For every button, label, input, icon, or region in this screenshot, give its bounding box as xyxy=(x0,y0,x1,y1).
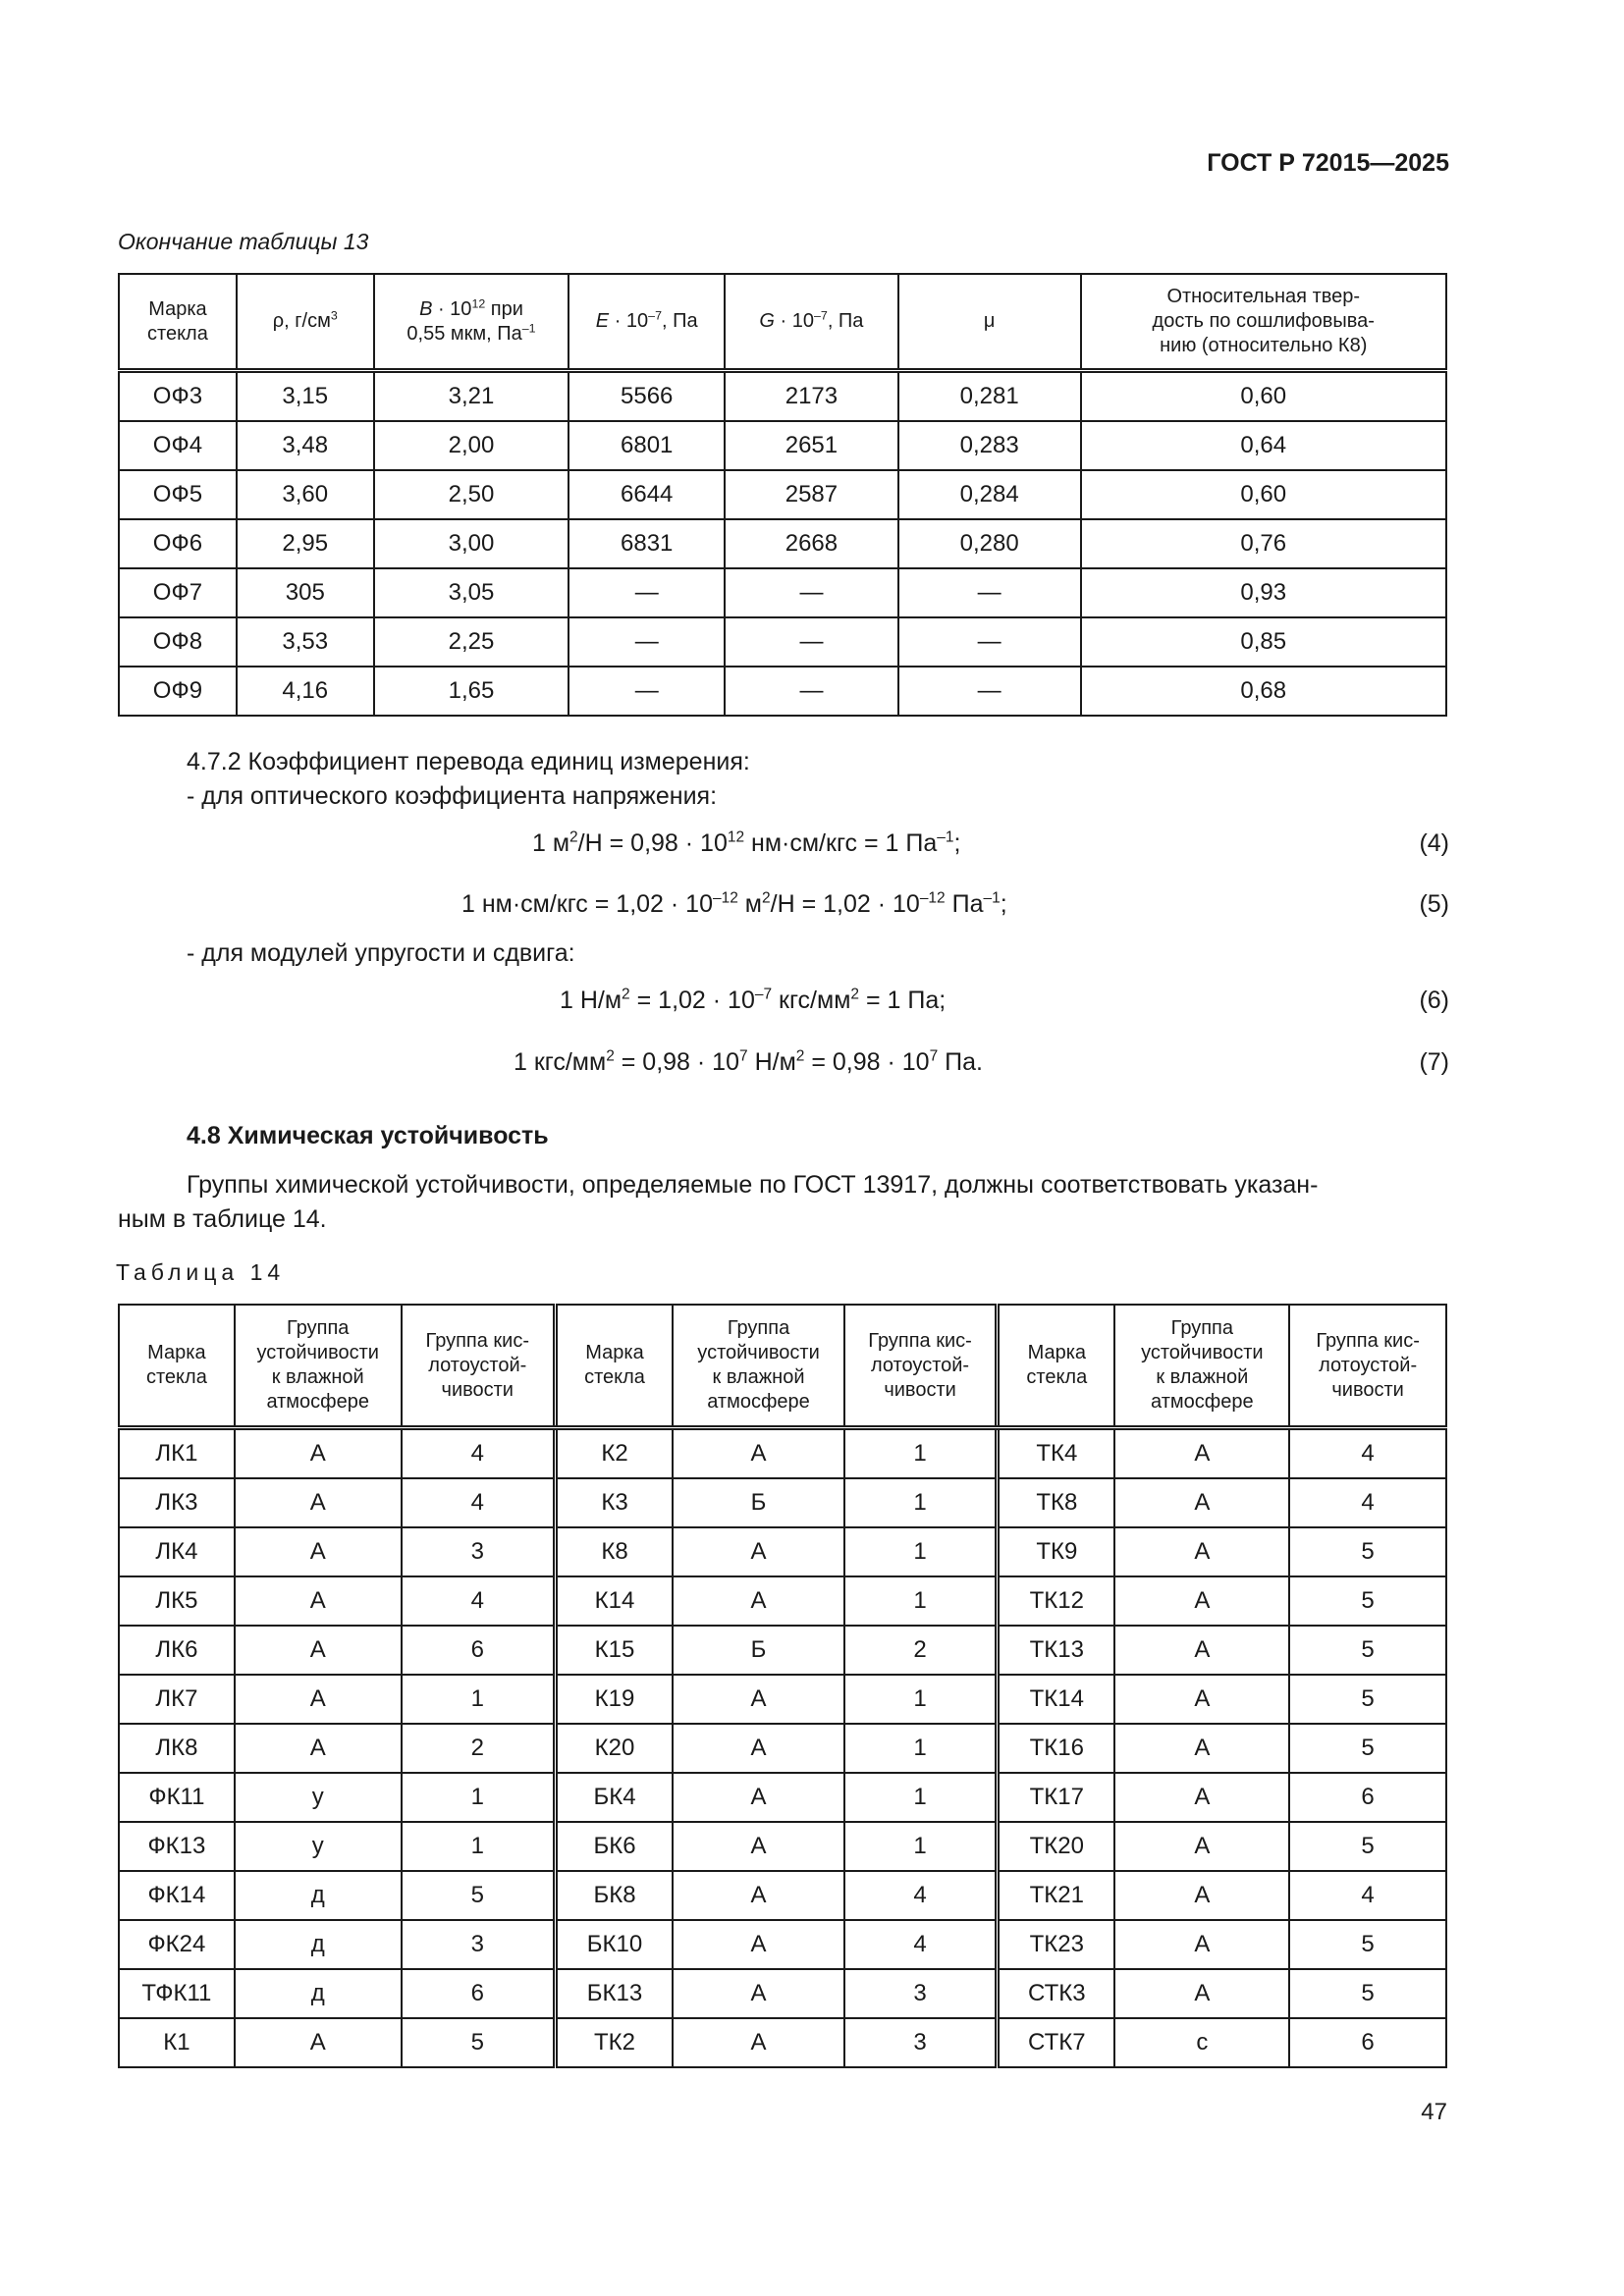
table-cell: К20 xyxy=(555,1724,673,1773)
table-cell: А xyxy=(1114,1724,1289,1773)
table-cell: 3,48 xyxy=(237,421,374,470)
table-cell: А xyxy=(235,1428,402,1479)
table14-row xyxy=(119,2018,1446,2067)
t14-header-mark-3: Марка стекла xyxy=(998,1305,1115,1428)
table-cell: ТК16 xyxy=(998,1724,1115,1773)
table-cell: 6831 xyxy=(568,519,725,568)
table-cell: ТК8 xyxy=(998,1478,1115,1527)
table-cell: 2 xyxy=(844,1626,998,1675)
table-cell: БК8 xyxy=(555,1871,673,1920)
equation-4: 1 $м^2/Н = 0,98 \cdot 10^{12}$ нм·см/кгс = 1 $Па^{-1}$; xyxy=(532,828,961,857)
table-cell: А xyxy=(1114,1920,1289,1969)
table-cell: А xyxy=(673,1871,844,1920)
table14-row xyxy=(119,1527,1446,1576)
table-cell: ЛК3 xyxy=(119,1478,235,1527)
table-cell: 3,53 xyxy=(237,617,374,667)
table-cell: А xyxy=(235,1527,402,1576)
table-cell: А xyxy=(1114,1773,1289,1822)
table-cell: А xyxy=(235,1675,402,1724)
table-cell: 3,00 xyxy=(374,519,569,568)
table-cell: А xyxy=(673,1428,844,1479)
table-cell: 0,93 xyxy=(1081,568,1447,617)
table-cell: д xyxy=(235,1969,402,2018)
table-cell: 4 xyxy=(402,1576,556,1626)
table13-row xyxy=(119,568,1446,617)
table-13 xyxy=(118,273,1447,717)
table-cell: К1 xyxy=(119,2018,235,2067)
table-cell: БК6 xyxy=(555,1822,673,1871)
table-cell: ТК2 xyxy=(555,2018,673,2067)
table-cell: А xyxy=(1114,1822,1289,1871)
table-cell: 2 xyxy=(402,1724,556,1773)
table-cell: 6 xyxy=(402,1626,556,1675)
table-cell: 1 xyxy=(402,1675,556,1724)
table-cell: БК10 xyxy=(555,1920,673,1969)
table-cell: А xyxy=(673,1969,844,2018)
table-cell: 3,15 xyxy=(237,371,374,422)
equation-7-number: (7) xyxy=(1419,1048,1449,1076)
table14-row xyxy=(119,1576,1446,1626)
table-cell: 0,60 xyxy=(1081,371,1447,422)
table-cell: А xyxy=(673,1724,844,1773)
table-cell: 2587 xyxy=(725,470,898,519)
table-cell: 0,284 xyxy=(898,470,1081,519)
table13-row xyxy=(119,667,1446,716)
table-cell: 0,283 xyxy=(898,421,1081,470)
table-cell: 0,60 xyxy=(1081,470,1447,519)
table-cell: ЛК7 xyxy=(119,1675,235,1724)
table-cell: — xyxy=(898,568,1081,617)
table14-row xyxy=(119,1478,1446,1527)
table-cell: 3,05 xyxy=(374,568,569,617)
equation-6-number: (6) xyxy=(1419,987,1449,1014)
t13-header-young-modulus: $E \cdot 10^{-7}$, Па xyxy=(568,274,725,371)
table-cell: 1 xyxy=(402,1822,556,1871)
table-cell: А xyxy=(235,2018,402,2067)
equation-7: 1 кгс/$мм^2 = 0,98 \cdot 10^7$ $Н/м^2 = 0,98 \cdot 10^7$ Па. xyxy=(514,1047,983,1076)
table-cell: ФК11 xyxy=(119,1773,235,1822)
table-cell: ОФ8 xyxy=(119,617,237,667)
t13-header-shear-modulus: $G \cdot 10^{-7}$, Па xyxy=(725,274,898,371)
table-cell: 4 xyxy=(844,1920,998,1969)
table-cell: ТК12 xyxy=(998,1576,1115,1626)
table-cell: 0,85 xyxy=(1081,617,1447,667)
table-cell: К3 xyxy=(555,1478,673,1527)
table-cell: 0,280 xyxy=(898,519,1081,568)
t14-header-humidity-1: Группа устойчивости к влажной атмосфере xyxy=(235,1305,402,1428)
table-cell: А xyxy=(1114,1428,1289,1479)
table-cell: 6 xyxy=(402,1969,556,2018)
table-cell: ТК9 xyxy=(998,1527,1115,1576)
table-cell: 4,16 xyxy=(237,667,374,716)
table13-row xyxy=(119,421,1446,470)
table-cell: — xyxy=(898,617,1081,667)
table14-row xyxy=(119,1428,1446,1479)
table13-row xyxy=(119,519,1446,568)
table-cell: 2,50 xyxy=(374,470,569,519)
table-cell: К15 xyxy=(555,1626,673,1675)
table-cell: ОФ6 xyxy=(119,519,237,568)
t14-header-humidity-3: Группа устойчивости к влажной атмосфере xyxy=(1114,1305,1289,1428)
table-cell: А xyxy=(1114,1478,1289,1527)
table-cell: ФК14 xyxy=(119,1871,235,1920)
table-cell: 1 xyxy=(844,1428,998,1479)
table-cell: А xyxy=(673,1920,844,1969)
table-cell: ЛК4 xyxy=(119,1527,235,1576)
table-cell: СТК3 xyxy=(998,1969,1115,2018)
table14-row xyxy=(119,1920,1446,1969)
table-cell: А xyxy=(1114,1969,1289,2018)
table14-caption: Таблица 14 xyxy=(116,1259,286,1285)
table-cell: 4 xyxy=(1289,1478,1446,1527)
equation-5: 1 $нм\cdot см/кгс = 1,02 \cdot 10^{-12}$ $м^2/Н = 1,02 \cdot 10^{-12}$ $Па^{-1}$; xyxy=(461,889,1007,918)
table-cell: ТК23 xyxy=(998,1920,1115,1969)
table-cell: 4 xyxy=(1289,1871,1446,1920)
t14-header-mark-2: Марка стекла xyxy=(555,1305,673,1428)
table-cell: 0,281 xyxy=(898,371,1081,422)
table-cell: 5 xyxy=(1289,1626,1446,1675)
table-cell: 3,21 xyxy=(374,371,569,422)
table-cell: ОФ4 xyxy=(119,421,237,470)
table-cell: А xyxy=(1114,1576,1289,1626)
table14-header-row xyxy=(119,1305,1446,1428)
table-cell: А xyxy=(673,1822,844,1871)
table-cell: А xyxy=(235,1724,402,1773)
table-cell: 3,60 xyxy=(237,470,374,519)
table-cell: К8 xyxy=(555,1527,673,1576)
table-cell: 2651 xyxy=(725,421,898,470)
table-cell: А xyxy=(673,1773,844,1822)
table-cell: 1 xyxy=(844,1724,998,1773)
table-cell: ОФ9 xyxy=(119,667,237,716)
table-cell: ФК24 xyxy=(119,1920,235,1969)
bullet-elastic-moduli: - для модулей упругости и сдвига: xyxy=(187,939,575,967)
table-cell: ТФК11 xyxy=(119,1969,235,2018)
table13-caption: Окончание таблицы 13 xyxy=(118,229,369,254)
table-cell: Б xyxy=(673,1626,844,1675)
section-4-8-heading: 4.8 Химическая устойчивость xyxy=(187,1122,549,1149)
table14-row xyxy=(119,1626,1446,1675)
table-cell: — xyxy=(568,617,725,667)
table-cell: А xyxy=(1114,1871,1289,1920)
table-cell: ЛК5 xyxy=(119,1576,235,1626)
table-cell: А xyxy=(1114,1675,1289,1724)
table14-row xyxy=(119,1773,1446,1822)
table14-row xyxy=(119,1724,1446,1773)
table-cell: 5 xyxy=(402,2018,556,2067)
table-cell: Б xyxy=(673,1478,844,1527)
section-4-8-paragraph-line1: Группы химической устойчивости, определяемые по ГОСТ 13917, должны соответствовать указан- xyxy=(187,1171,1319,1199)
table-cell: ТК13 xyxy=(998,1626,1115,1675)
table-cell: — xyxy=(725,667,898,716)
table-cell: 2173 xyxy=(725,371,898,422)
table13-row xyxy=(119,371,1446,422)
table-cell: 5 xyxy=(1289,1675,1446,1724)
table-cell: ЛК1 xyxy=(119,1428,235,1479)
equation-6: 1 $Н/м^2 = 1,02 \cdot 10^{-7}$ кгс/$мм^2 = 1$ Па; xyxy=(560,986,947,1014)
table-cell: 1 xyxy=(844,1675,998,1724)
table-cell: ОФ3 xyxy=(119,371,237,422)
table-cell: А xyxy=(235,1626,402,1675)
table13-row xyxy=(119,617,1446,667)
table-cell: 4 xyxy=(1289,1428,1446,1479)
t13-header-mark: Марка стекла xyxy=(119,274,237,371)
section-4-7-2-intro: 4.7.2 Коэффициент перевода единиц измерения: xyxy=(187,748,750,775)
table-cell: 4 xyxy=(844,1871,998,1920)
t13-header-density: ρ, $г/см^3$ xyxy=(237,274,374,371)
table-cell: 5 xyxy=(1289,1920,1446,1969)
table-cell: ЛК6 xyxy=(119,1626,235,1675)
table-cell: 4 xyxy=(402,1428,556,1479)
t14-header-acid-2: Группа кис- лотоустой- чивости xyxy=(844,1305,998,1428)
table-cell: 1 xyxy=(844,1822,998,1871)
table-cell: А xyxy=(673,1675,844,1724)
t14-header-mark-1: Марка стекла xyxy=(119,1305,235,1428)
table-cell: ТК21 xyxy=(998,1871,1115,1920)
table-cell: 5 xyxy=(1289,1576,1446,1626)
table-cell: 3 xyxy=(402,1527,556,1576)
table-cell: 6801 xyxy=(568,421,725,470)
t14-header-humidity-2: Группа устойчивости к влажной атмосфере xyxy=(673,1305,844,1428)
table-cell: ТК14 xyxy=(998,1675,1115,1724)
table-cell: 0,64 xyxy=(1081,421,1447,470)
table-cell: 1 xyxy=(402,1773,556,1822)
table-cell: А xyxy=(673,1576,844,1626)
table-cell: — xyxy=(725,568,898,617)
page-number: 47 xyxy=(1421,2099,1447,2125)
table-cell: 1 xyxy=(844,1478,998,1527)
table-cell: БК4 xyxy=(555,1773,673,1822)
equation-4-number: (4) xyxy=(1419,829,1449,857)
table-cell: 6 xyxy=(1289,1773,1446,1822)
table-cell: 5 xyxy=(1289,1724,1446,1773)
table-cell: 3 xyxy=(402,1920,556,1969)
standard-code: ГОСТ Р 72015—2025 xyxy=(1207,149,1449,177)
table-cell: 5 xyxy=(1289,1969,1446,2018)
table-cell: 3 xyxy=(844,2018,998,2067)
table-cell: ОФ7 xyxy=(119,568,237,617)
table-cell: 1,65 xyxy=(374,667,569,716)
table-cell: д xyxy=(235,1920,402,1969)
table-cell: К19 xyxy=(555,1675,673,1724)
table-cell: 6644 xyxy=(568,470,725,519)
table-cell: 0,76 xyxy=(1081,519,1447,568)
table-cell: А xyxy=(235,1478,402,1527)
table14-row xyxy=(119,1871,1446,1920)
table-cell: ТК17 xyxy=(998,1773,1115,1822)
table-cell: К2 xyxy=(555,1428,673,1479)
table-cell: 2668 xyxy=(725,519,898,568)
table13-row xyxy=(119,470,1446,519)
table-cell: 4 xyxy=(402,1478,556,1527)
table-cell: 5 xyxy=(1289,1527,1446,1576)
table-cell: у xyxy=(235,1822,402,1871)
table-cell: 305 xyxy=(237,568,374,617)
t13-header-hardness: Относительная твер- дость по сошлифовыва- нию (относительно К8) xyxy=(1081,274,1447,371)
table-cell: с xyxy=(1114,2018,1289,2067)
table-cell: ОФ5 xyxy=(119,470,237,519)
equation-5-number: (5) xyxy=(1419,890,1449,918)
bullet-optical-coef: - для оптического коэффициента напряжения: xyxy=(187,782,718,810)
table-cell: 2,00 xyxy=(374,421,569,470)
table-cell: у xyxy=(235,1773,402,1822)
table-cell: А xyxy=(1114,1527,1289,1576)
table-cell: ТК4 xyxy=(998,1428,1115,1479)
table-cell: СТК7 xyxy=(998,2018,1115,2067)
section-4-8-paragraph-line2: ным в таблице 14. xyxy=(118,1205,327,1233)
table-cell: А xyxy=(673,2018,844,2067)
table-cell: ФК13 xyxy=(119,1822,235,1871)
table-cell: 2,95 xyxy=(237,519,374,568)
table-cell: — xyxy=(568,667,725,716)
table-cell: 1 xyxy=(844,1527,998,1576)
table13-header-row xyxy=(119,274,1446,371)
table14-row xyxy=(119,1675,1446,1724)
table-cell: 2,25 xyxy=(374,617,569,667)
table-cell: 5566 xyxy=(568,371,725,422)
table-cell: — xyxy=(725,617,898,667)
table-cell: 1 xyxy=(844,1576,998,1626)
t14-header-acid-3: Группа кис- лотоустой- чивости xyxy=(1289,1305,1446,1428)
table-cell: 5 xyxy=(1289,1822,1446,1871)
table14-row xyxy=(119,1969,1446,2018)
table-cell: д xyxy=(235,1871,402,1920)
table-cell: А xyxy=(1114,1626,1289,1675)
table-cell: 0,68 xyxy=(1081,667,1447,716)
t14-header-acid-1: Группа кис- лотоустой- чивости xyxy=(402,1305,556,1428)
t13-header-poisson: μ xyxy=(898,274,1081,371)
table-cell: ТК20 xyxy=(998,1822,1115,1871)
table-cell: А xyxy=(235,1576,402,1626)
t13-header-stress-coef: $B \cdot 10^{12}$ при 0,55 мкм, $Па^{-1}$ xyxy=(374,274,569,371)
table-cell: А xyxy=(673,1527,844,1576)
table-cell: 3 xyxy=(844,1969,998,2018)
table-cell: БК13 xyxy=(555,1969,673,2018)
table-14 xyxy=(118,1304,1447,2068)
table-cell: К14 xyxy=(555,1576,673,1626)
table-cell: 5 xyxy=(402,1871,556,1920)
table-cell: 6 xyxy=(1289,2018,1446,2067)
table-cell: ЛК8 xyxy=(119,1724,235,1773)
table-cell: — xyxy=(898,667,1081,716)
table-cell: — xyxy=(568,568,725,617)
table-cell: 1 xyxy=(844,1773,998,1822)
table14-row xyxy=(119,1822,1446,1871)
